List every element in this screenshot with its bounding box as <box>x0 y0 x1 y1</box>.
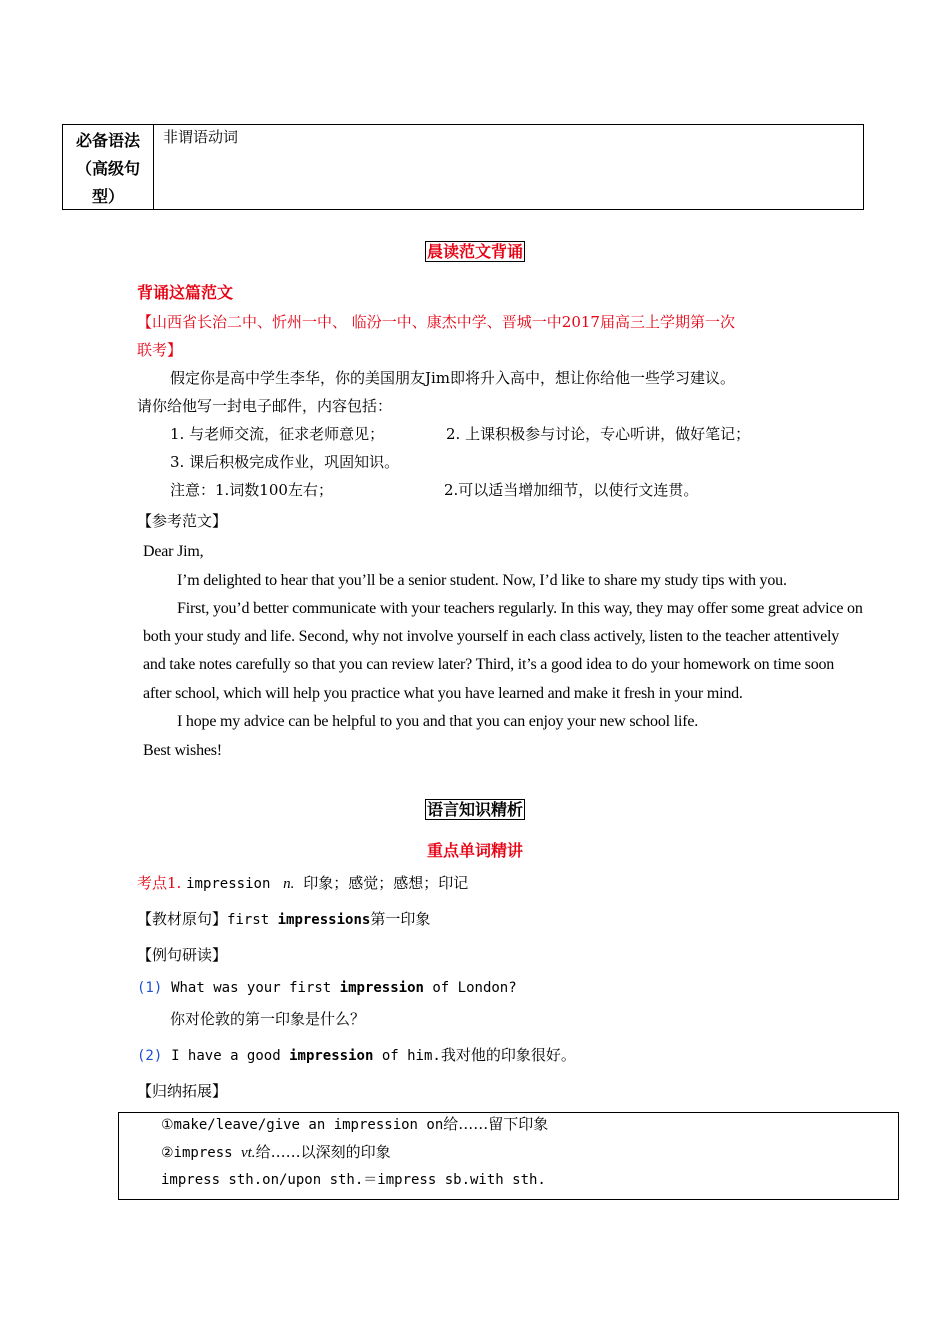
summary-line-2-cn: 给……以深刻的印象 <box>255 1143 391 1161</box>
language-heading-wrap <box>0 800 950 820</box>
example-1-number: (1) <box>137 980 163 996</box>
source-line-2: 联考】 <box>137 341 183 359</box>
point-pos: n. <box>283 876 295 892</box>
example-2-number: (2) <box>137 1048 163 1064</box>
grammar-table <box>62 124 864 210</box>
summary-line-1-en: ①make/leave/give an impression on <box>161 1117 444 1133</box>
essay-line-3: both your study and life. Second, why not involve yourself in each class actively, listen to the teacher attentively <box>143 628 840 645</box>
note-2: 2.可以适当增加细节，以使行文连贯。 <box>444 481 699 499</box>
textbook-en-1: first <box>227 912 278 928</box>
grammar-label-line1: 必备语法 <box>75 131 140 150</box>
essay-closing: Best wishes! <box>143 742 222 759</box>
table-divider <box>153 125 154 209</box>
essay-line-2: First, you’d better communicate with your teachers regularly. In this way, they may offer some great advice on <box>177 600 863 617</box>
prompt-line-2: 请你给他写一封电子邮件，内容包括： <box>137 397 393 415</box>
point-word: impression <box>186 876 271 892</box>
point-label: 考点1. <box>137 874 182 892</box>
summary-line-2 <box>161 1142 391 1163</box>
essay-line-5: after school, which will help you practice what you have learned and make it fresh in your mind. <box>143 685 743 702</box>
examples-label: 【例句研读】 <box>137 946 228 964</box>
textbook-line <box>137 909 430 930</box>
reference-label: 【参考范文】 <box>137 512 228 530</box>
example-2-en-2: of him. <box>373 1048 441 1064</box>
language-subheading: 重点单词精讲 <box>426 841 523 860</box>
summary-line-3: impress sth.on/upon sth.＝impress sb.with sth. <box>161 1172 546 1188</box>
grammar-value: 非谓语动词 <box>163 128 239 146</box>
point-2: 2. 上课积极参与讨论，专心听讲，做好笔记； <box>446 425 751 443</box>
example-2-bold: impression <box>289 1048 374 1064</box>
essay-line-6: I hope my advice can be helpful to you and that you can enjoy your new school life. <box>177 713 699 730</box>
summary-line-2-pos: vt. <box>240 1145 256 1161</box>
grammar-label-line3: 型） <box>91 187 124 206</box>
example-1 <box>137 977 517 998</box>
textbook-cn: 第一印象 <box>370 910 431 928</box>
example-2-cn: 我对他的印象很好。 <box>440 1046 576 1064</box>
point-line <box>137 873 468 894</box>
morning-reading-heading: 晨读范文背诵 <box>426 242 523 261</box>
textbook-label: 【教材原句】 <box>137 910 228 928</box>
prompt-line-1: 假定你是高中学生李华，你的美国朋友Jim即将升入高中，想让你给他一些学习建议。 <box>170 369 736 387</box>
example-1-en-1: What was your first <box>171 980 340 996</box>
note-1: 注意：1.词数100左右； <box>170 481 333 499</box>
grammar-label <box>63 127 153 211</box>
essay-line-4: and take notes carefully so that you can review later? Third, it’s a good idea to do your homework on time soon <box>143 656 835 673</box>
language-heading: 语言知识精析 <box>426 800 523 819</box>
point-meaning: 印象；感觉；感想；印记 <box>303 874 469 892</box>
example-2 <box>137 1045 576 1066</box>
morning-reading-subheading: 背诵这篇范文 <box>137 283 234 302</box>
example-1-bold: impression <box>339 980 424 996</box>
grammar-label-line2: （高级句 <box>75 159 140 178</box>
point-3: 3. 课后积极完成作业，巩固知识。 <box>170 453 400 471</box>
morning-reading-heading-wrap <box>0 242 950 262</box>
source-line-1: 【山西省长治二中、忻州一中、 临汾一中、康杰中学、晋城一中2017届高三上学期第一次 <box>137 313 735 331</box>
point-1: 1. 与老师交流，征求老师意见； <box>170 425 385 443</box>
example-1-cn: 你对伦敦的第一印象是什么？ <box>170 1010 366 1028</box>
summary-box <box>118 1112 899 1200</box>
example-2-en-1: I have a good <box>171 1048 290 1064</box>
example-1-en-2: of London? <box>423 980 517 996</box>
essay-line-1: I’m delighted to hear that you’ll be a senior student. Now, I’d like to share my study tips with you. <box>177 572 787 589</box>
textbook-en-2: impressions <box>277 912 371 928</box>
summary-label: 【归纳拓展】 <box>137 1082 228 1100</box>
summary-line-1-cn: 给……留下印象 <box>443 1115 549 1133</box>
essay-greeting: Dear Jim, <box>143 543 204 560</box>
summary-line-1 <box>161 1114 548 1135</box>
summary-line-2-en: ②impress <box>161 1145 241 1161</box>
